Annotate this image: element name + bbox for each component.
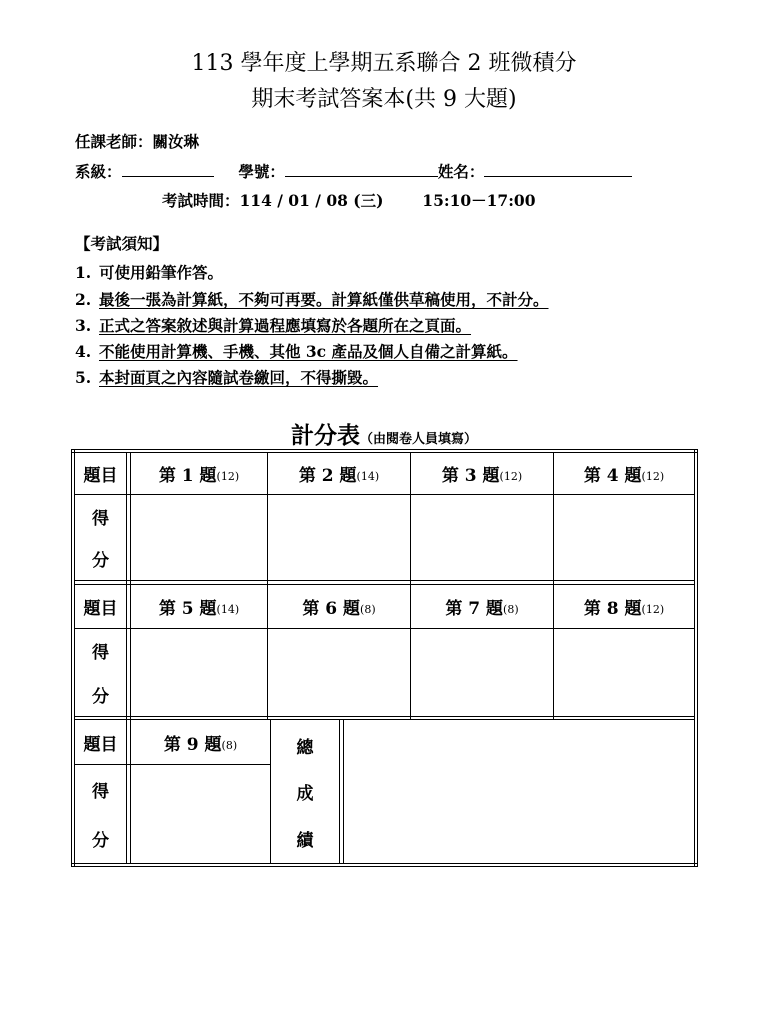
teacher-label: 任課老師：關汝琳: [75, 132, 200, 151]
name-label: 姓名：: [437, 162, 485, 181]
question-4-header: 第 4 題 $_{(12)}$: [583, 466, 665, 486]
total-score-label: 總 成 績: [296, 737, 314, 852]
exam-time-row: [162, 189, 536, 211]
dept-field[interactable]: [122, 162, 214, 177]
score-field-q5[interactable]: [131, 629, 267, 716]
student-id-field[interactable]: [285, 162, 438, 177]
score-field-q8[interactable]: [554, 629, 694, 716]
score-field-q1[interactable]: [131, 495, 267, 580]
dept-row: [75, 160, 632, 182]
dept-label: 系級：: [75, 162, 122, 181]
question-5-header: 第 5 題 $_{(14)}$: [158, 599, 240, 619]
score-field-q4[interactable]: [554, 495, 694, 580]
score-field-q9[interactable]: [131, 765, 270, 863]
notice-item-1: 1. 可使用鉛筆作答。: [75, 263, 224, 282]
row-label-question-1: 題目: [83, 466, 118, 486]
question-9-header: 第 9 題 $_{(8)}$: [163, 734, 238, 755]
score-field-q6[interactable]: [268, 629, 410, 716]
notice-item-5: 5. 本封面頁之內容隨試卷繳回，不得撕毀。: [75, 368, 379, 387]
row-label-score-1: 得 分: [92, 508, 109, 572]
question-2-header: 第 2 題 $_{(14)}$: [298, 466, 380, 486]
name-field[interactable]: [484, 162, 632, 177]
row-label-score-2: 得 分: [92, 643, 109, 707]
question-6-header: 第 6 題 $_{(8)}$: [302, 599, 376, 619]
score-field-q3[interactable]: [411, 495, 553, 580]
question-7-header: 第 7 題 $_{(8)}$: [445, 599, 519, 619]
score-field-q2[interactable]: [268, 495, 410, 580]
score-field-q7[interactable]: [411, 629, 553, 716]
exam-title-line2: 期末考試答案本(共 9 大題): [251, 87, 517, 112]
total-score-field[interactable]: [344, 720, 694, 863]
question-3-header: 第 3 題 $_{(12)}$: [441, 466, 523, 486]
notice-item-2: 2. 最後一張為計算紙，不夠可再要。計算紙僅供草稿使用，不計分。: [75, 290, 549, 309]
exam-hours: 15:10－17:00: [422, 191, 536, 210]
question-1-header: 第 1 題 $_{(12)}$: [158, 466, 240, 486]
exam-time: 考試時間：114 / 01 / 08 (三): [162, 191, 384, 210]
notice-item-4: 4. 不能使用計算機、手機、其他 3c 產品及個人自備之計算紙。: [75, 342, 518, 361]
exam-title-line1: 113 學年度上學期五系聯合 2 班微積分: [191, 51, 577, 76]
row-label-score-3: 得 分: [92, 782, 109, 851]
score-table-title: 計分表（由閱卷人員填寫）: [290, 422, 477, 449]
question-8-header: 第 8 題 $_{(12)}$: [583, 599, 665, 619]
row-label-question-2: 題目: [83, 599, 118, 619]
row-label-question-3: 題目: [83, 734, 118, 755]
student-id-label: 學號：: [238, 162, 285, 181]
notice-item-3: 3. 正式之答案敘述與計算過程應填寫於各題所在之頁面。: [75, 316, 472, 335]
notice-heading: 【考試須知】: [75, 234, 169, 253]
